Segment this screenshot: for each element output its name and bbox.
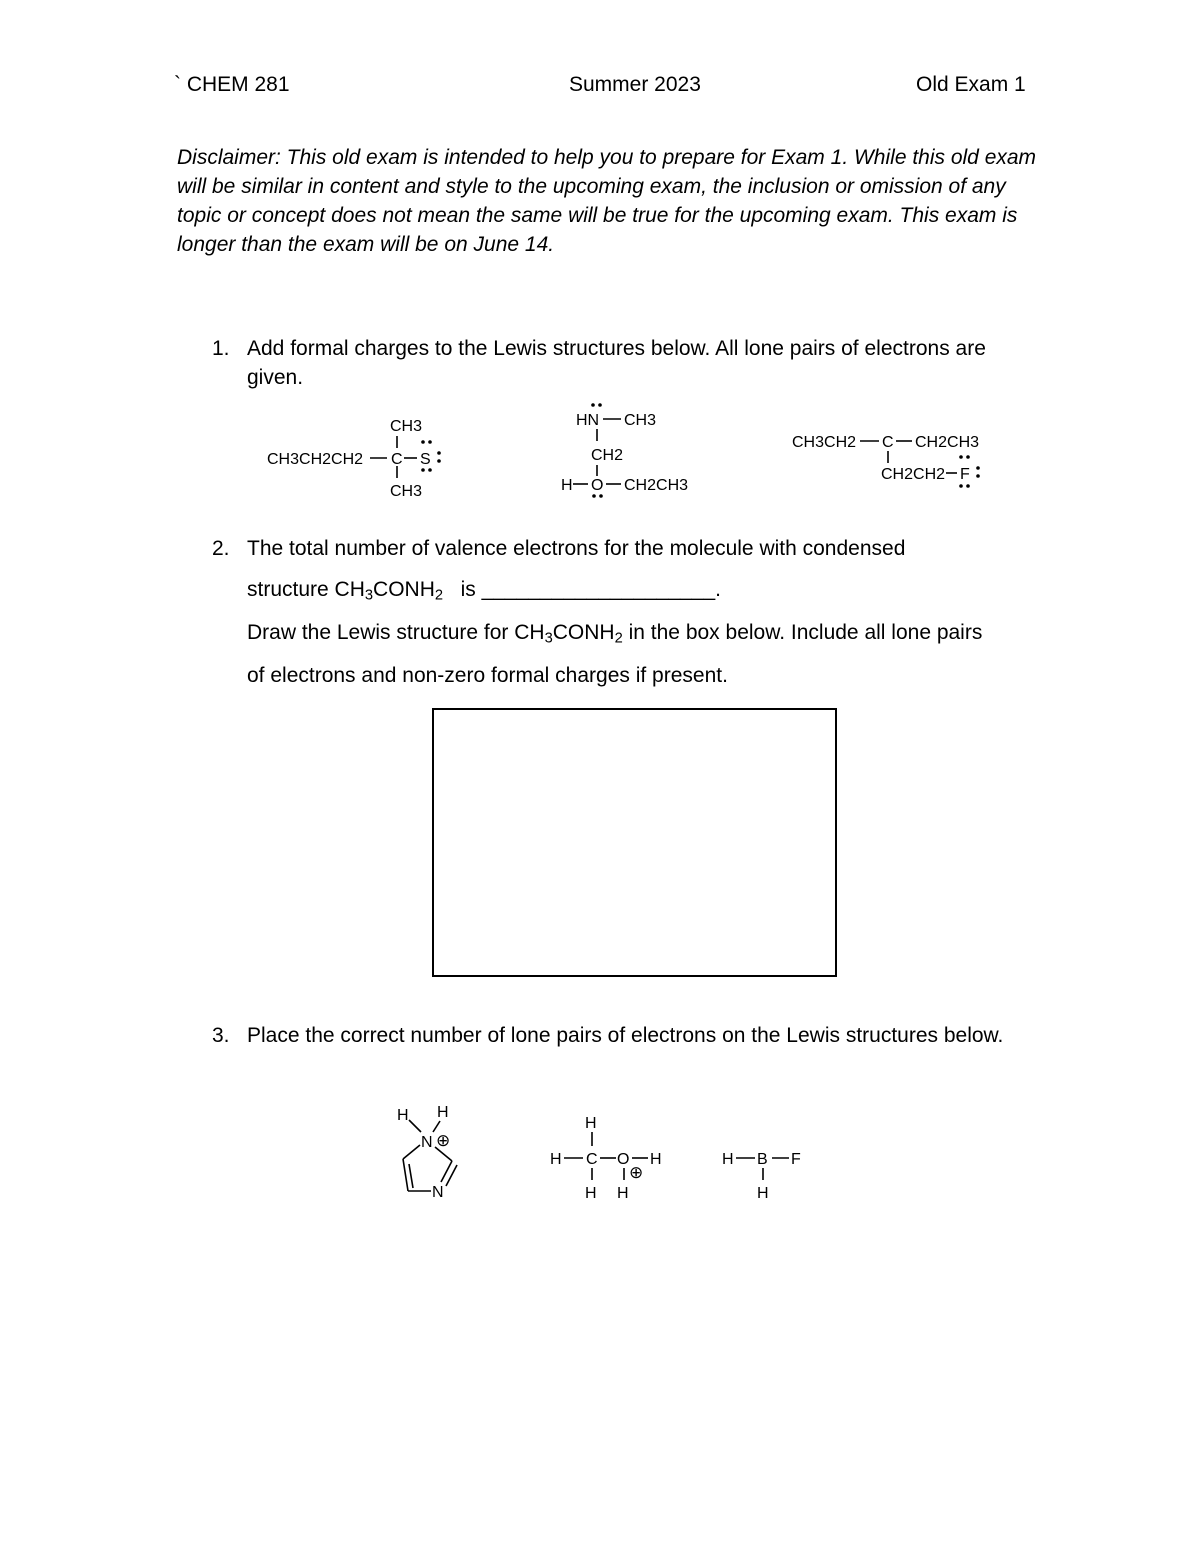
question-text: Add formal charges to the Lewis structures below. All lone pairs of electrons are given. (247, 337, 986, 389)
positive-charge: ⊕ (436, 1131, 451, 1150)
question-number: 3. (212, 1024, 230, 1047)
s3-ch2ch2: CH2CH2 (881, 466, 946, 483)
lewis-answer-box[interactable] (432, 708, 837, 977)
answer-blank[interactable]: ____________________. (481, 578, 721, 601)
mo-h-bottom-c: H (585, 1185, 597, 1202)
bh-boron: B (757, 1151, 768, 1168)
ring-n-bottom: N (432, 1184, 444, 1201)
s1-sulfur: S (420, 451, 431, 468)
mo-oxygen: O (617, 1151, 630, 1168)
s3-ethyl-right: CH2CH3 (915, 434, 980, 451)
question-3 (212, 1021, 1042, 1050)
s2-nh: HN (576, 412, 600, 429)
ring-h-right: H (437, 1104, 449, 1121)
bond (409, 1164, 413, 1188)
s2-ch2: CH2 (591, 447, 624, 464)
s1-bottom-methyl: CH3 (390, 483, 423, 500)
imidazolium-structure (397, 1104, 457, 1201)
mo-carbon: C (586, 1151, 598, 1168)
mo-h-left: H (550, 1151, 562, 1168)
bond (403, 1145, 420, 1159)
lone-pair-dots (592, 494, 603, 498)
ring-h-left: H (397, 1107, 409, 1124)
course-code: ` CHEM 281 (174, 73, 290, 96)
lewis-structure-2 (561, 403, 688, 498)
exam-title: Old Exam 1 (916, 73, 1026, 96)
question-text: Place the correct number of lone pairs of electrons on the Lewis structures below. (247, 1024, 1004, 1047)
methyloxonium-structure (550, 1115, 662, 1202)
lewis-structure-3 (792, 434, 980, 488)
question-2 (212, 534, 1042, 563)
s2-h: H (561, 477, 573, 494)
s1-top-methyl: CH3 (390, 418, 423, 435)
s2-ethyl: CH2CH3 (624, 477, 689, 494)
s2-methyl: CH3 (624, 412, 657, 429)
s1-carbon: C (391, 451, 403, 468)
s3-fluorine: F (960, 466, 970, 483)
positive-charge: ⊕ (629, 1163, 644, 1182)
q1-structures (0, 0, 1200, 560)
mo-h-bottom-o: H (617, 1185, 629, 1202)
question-2-line3: Draw the Lewis structure for $CH_3CONH_2$ in the box below. Include all lone pairs (247, 621, 983, 647)
q3-structures (0, 1090, 1200, 1220)
question-text-line1: The total number of valence electrons for the molecule with condensed (247, 537, 906, 560)
bond (403, 1159, 408, 1191)
s1-propyl: CH3CH2CH2 (267, 451, 364, 468)
question-2-line2: structure $CH_3CONH_2$ is ____________________. (247, 578, 721, 604)
term: Summer 2023 (569, 73, 701, 96)
lone-pair-dots (591, 403, 602, 407)
bh-h-bottom: H (757, 1185, 769, 1202)
disclaimer: Disclaimer: This old exam is intended to help you to prepare for Exam 1. While this old exam will be similar in content and style to the upcoming exam, the inclusion or omission of any topic or concept does not mean the same will be true for the upcoming exam. This exam is longer than the exam will be on June 14. (177, 146, 1037, 256)
s3-carbon: C (882, 434, 894, 451)
question-number: 1. (212, 337, 230, 360)
mo-h-top: H (585, 1115, 597, 1132)
bh-fluorine: F (791, 1151, 801, 1168)
bond (409, 1120, 421, 1132)
question-number: 2. (212, 537, 230, 560)
mo-h-right: H (650, 1151, 662, 1168)
s3-ethyl-left: CH3CH2 (792, 434, 857, 451)
question-2-line4: of electrons and non-zero formal charges if present. (247, 664, 728, 687)
lewis-structure-1 (267, 418, 441, 500)
ring-n-top: N (421, 1134, 433, 1151)
bh-h-left: H (722, 1151, 734, 1168)
borane-structure (722, 1151, 801, 1202)
s2-oxygen: O (591, 477, 604, 494)
